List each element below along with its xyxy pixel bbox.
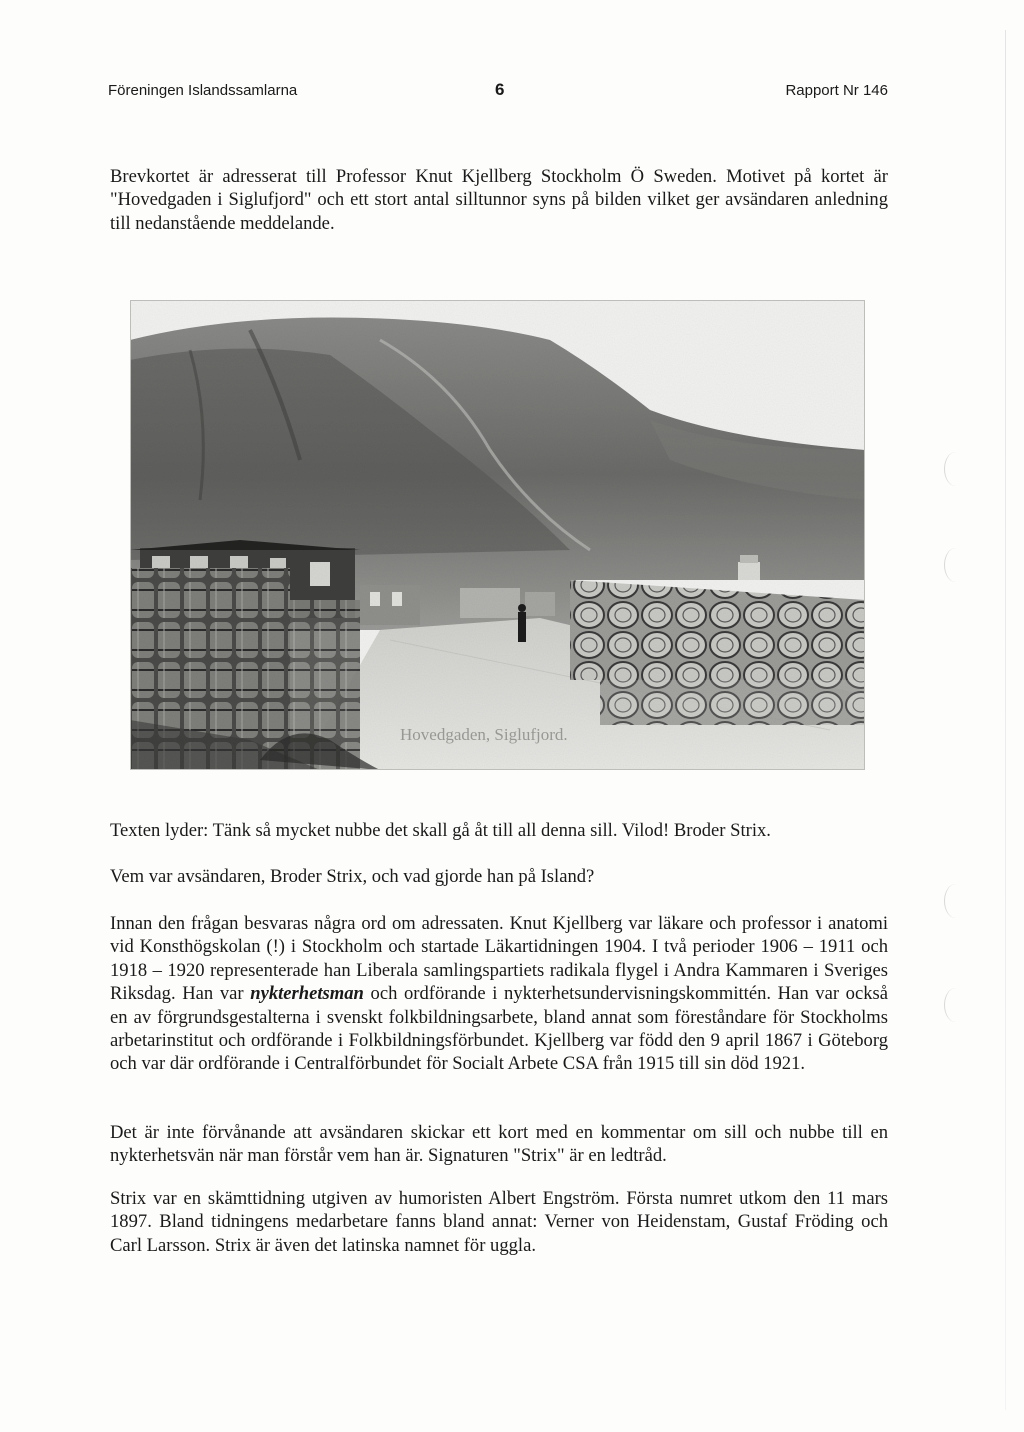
paragraph-sender: Det är inte förvånande att avsändaren skickar ett kort med en kommentar om sill och nubbe till en nykterhetsvän när man förstår vem han är. Signaturen "Strix" är en ledtråd. <box>110 1122 888 1167</box>
binder-hole-mark <box>944 988 967 1022</box>
binder-hole-mark <box>944 548 967 582</box>
header-page-number: 6 <box>495 80 505 99</box>
paragraph-question: Vem var avsändaren, Broder Strix, och vad gjorde han på Island? <box>110 866 595 887</box>
paragraph-quote: Texten lyder: Tänk så mycket nubbe det skall gå åt till all denna sill. Vilod! Broder Strix. <box>110 820 771 841</box>
postcard-photo <box>130 300 865 770</box>
addressee-emphasis: nykterhetsman <box>250 983 364 1005</box>
addressee-text-after: och ordförande i nykterhetsundervisningskommittén. Han var också en av förgrundsgestalterna i svenskt folkbildningsarbete, bland annat som föreståndare för Stockholms arbetarinstitut och ordförande i Folkbildningsförbundet. Kjellberg var född den 9 april 1867 i Göteborg och var där ordförande i Centralförbundet för Socialt Arbete CSA från 1915 till sin död 1921. <box>110 983 888 1075</box>
postcard-caption: Hovedgaden, Siglufjord. <box>400 725 568 744</box>
page-header <box>108 82 888 106</box>
header-organization: Föreningen Islandssamlarna <box>108 82 298 99</box>
postcard-illustration <box>130 300 865 770</box>
paragraph-strix: Strix var en skämttidning utgiven av humoristen Albert Engström. Första numret utkom den 11 mars 1897. Bland tidningens medarbetare fanns bland annat: Verner von Heidenstam, Gustaf Fröding och Carl Larsson. Strix är även det latinska namnet för uggla. <box>110 1188 888 1256</box>
binder-hole-mark <box>944 884 967 918</box>
paragraph-addressee <box>110 912 888 1076</box>
binder-hole-mark <box>944 452 967 486</box>
scan-edge-line <box>1005 30 1006 1410</box>
header-report-number: Rapport Nr 146 <box>785 82 888 99</box>
addressee-text-before: Innan den frågan besvaras några ord om adressaten. Knut Kjellberg var läkare och professor i anatomi vid Konsthögskolan (!) i Stockholm och startade Läkartidningen 1904. I två perioder 1906 – 1911 och 1918 – 1920 representerade han Liberala samlingspartiets radikala flygel i Andra Kammaren i Sveriges Riksdag. Han var <box>110 913 888 1005</box>
paragraph-intro: Brevkortet är adresserat till Professor Knut Kjellberg Stockholm Ö Sweden. Motivet på kortet är "Hovedgaden i Siglufjord" och ett stort antal silltunnor syns på bilden vilket ger avsändaren anledning till nedanstående meddelande. <box>110 166 888 234</box>
